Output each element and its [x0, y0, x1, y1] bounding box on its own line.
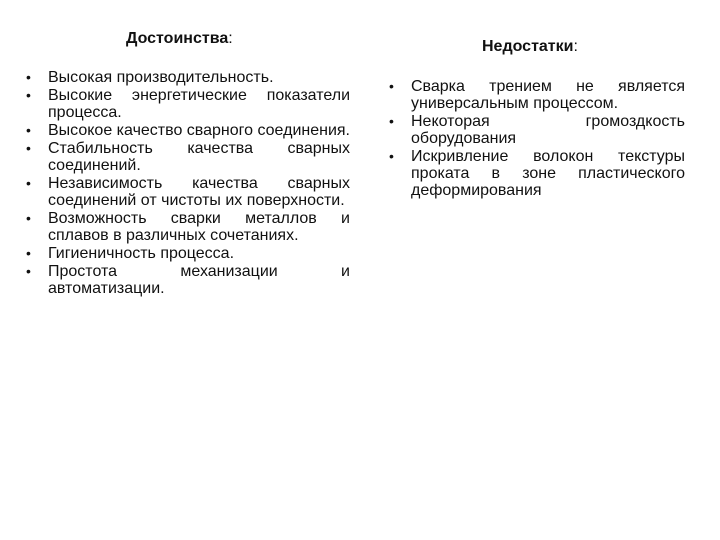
- bullet-icon: •: [26, 122, 31, 138]
- bullet-icon: •: [389, 113, 394, 129]
- list-item-text: Возможность сварки металлов и сплавов в различных сочетаниях.: [48, 210, 350, 244]
- list-item-text: Стабильность качества сварных соединений.: [48, 140, 350, 174]
- list-item: [20, 69, 350, 86]
- list-item-text: Высокая производительность.: [48, 69, 274, 86]
- list-item-text: Высокие энергетические показатели процесса.: [48, 87, 350, 121]
- bullet-icon: •: [389, 78, 394, 94]
- bullet-icon: •: [26, 69, 31, 85]
- list-item: [383, 148, 685, 199]
- list-item: [20, 210, 350, 244]
- bullet-icon: •: [26, 263, 31, 279]
- bullet-icon: •: [26, 210, 31, 226]
- disadvantages-heading-text: Недостатки: [482, 38, 574, 55]
- bullet-icon: •: [26, 175, 31, 191]
- list-item: [20, 140, 350, 174]
- list-item: [20, 175, 350, 209]
- list-item: [20, 122, 350, 139]
- disadvantages-heading: [482, 38, 578, 56]
- list-item-text: Высокое качество сварного соединения.: [48, 122, 350, 139]
- list-item-text: Сварка трением не является универсальным процессом.: [411, 78, 685, 112]
- list-item-text: Гигиеничность процесса.: [48, 245, 235, 262]
- disadvantages-heading-colon: :: [573, 38, 578, 55]
- list-item-text: Искривление волокон текстуры проката в зоне пластического деформирования: [411, 148, 685, 199]
- bullet-icon: •: [26, 140, 31, 156]
- advantages-heading-text: Достоинства: [126, 30, 229, 47]
- list-item: [20, 87, 350, 121]
- list-item: [383, 78, 685, 112]
- list-item-text: Простота механизации и автоматизации.: [48, 263, 350, 297]
- list-item: [20, 245, 350, 262]
- list-item: [383, 113, 685, 147]
- list-item-text: Независимость качества сварных соединений от чистоты их поверхности.: [48, 175, 350, 209]
- list-item: [20, 263, 350, 297]
- bullet-icon: •: [26, 245, 31, 261]
- bullet-icon: •: [26, 87, 31, 103]
- bullet-icon: •: [389, 148, 394, 164]
- advantages-heading: [126, 30, 233, 48]
- advantages-list: [20, 69, 350, 298]
- advantages-heading-colon: :: [228, 30, 233, 47]
- disadvantages-list: [383, 78, 685, 200]
- list-item-text: Некоторая громоздкость оборудования: [411, 113, 685, 147]
